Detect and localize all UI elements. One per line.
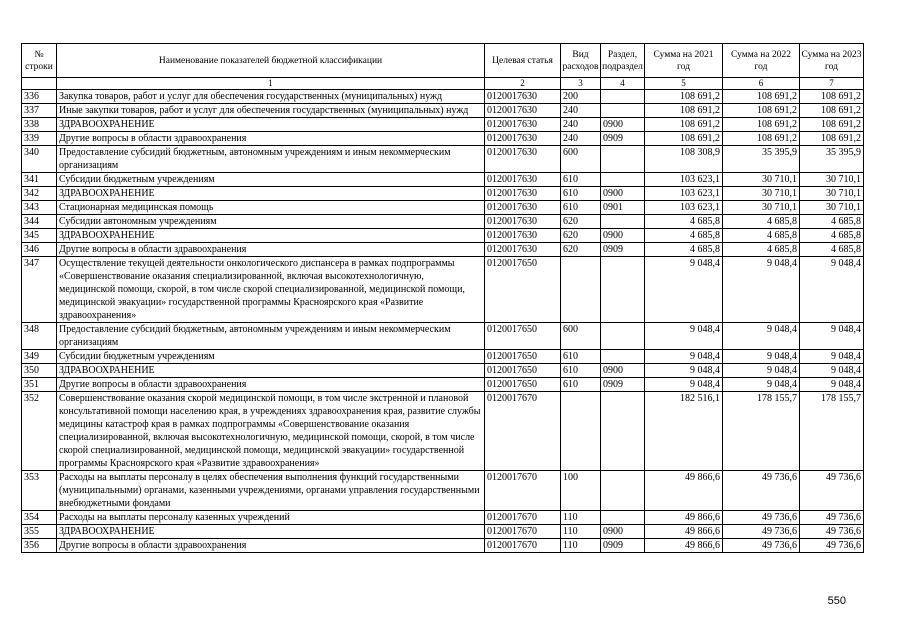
indicator-name: Расходы на выплаты персоналу казенных учреждений bbox=[57, 511, 485, 525]
table-row bbox=[22, 471, 864, 511]
table-row bbox=[22, 132, 864, 146]
sum-2023: 49 736,6 bbox=[800, 511, 864, 525]
sum-2023: 4 685,8 bbox=[800, 229, 864, 243]
sum-2023: 35 395,9 bbox=[800, 146, 864, 173]
sum-2023: 49 736,6 bbox=[800, 539, 864, 553]
page-number: 550 bbox=[827, 595, 846, 607]
section-code bbox=[601, 511, 645, 525]
table-row bbox=[22, 350, 864, 364]
section-code bbox=[601, 471, 645, 511]
sum-2023: 9 048,4 bbox=[800, 378, 864, 392]
target-article: 0120017650 bbox=[485, 350, 561, 364]
column-number: 3 bbox=[561, 78, 601, 90]
target-article: 0120017630 bbox=[485, 104, 561, 118]
sum-2022: 49 736,6 bbox=[723, 511, 800, 525]
indicator-name: Другие вопросы в области здравоохранения bbox=[57, 539, 485, 553]
expense-type: 240 bbox=[561, 104, 601, 118]
sum-2022: 35 395,9 bbox=[723, 146, 800, 173]
row-number: 336 bbox=[22, 90, 57, 104]
table-row bbox=[22, 364, 864, 378]
expense-type: 610 bbox=[561, 364, 601, 378]
sum-2022: 108 691,2 bbox=[723, 104, 800, 118]
sum-2022: 49 736,6 bbox=[723, 539, 800, 553]
sum-2021: 108 308,9 bbox=[645, 146, 723, 173]
sum-2022: 9 048,4 bbox=[723, 323, 800, 350]
sum-2023: 9 048,4 bbox=[800, 323, 864, 350]
target-article: 0120017630 bbox=[485, 201, 561, 215]
sum-2022: 4 685,8 bbox=[723, 215, 800, 229]
column-number: 1 bbox=[57, 78, 485, 90]
indicator-name: ЗДРАВООХРАНЕНИЕ bbox=[57, 229, 485, 243]
table-row bbox=[22, 173, 864, 187]
expense-type: 620 bbox=[561, 229, 601, 243]
sum-2022: 49 736,6 bbox=[723, 471, 800, 511]
row-number: 356 bbox=[22, 539, 57, 553]
sum-2023: 108 691,2 bbox=[800, 104, 864, 118]
indicator-name: Другие вопросы в области здравоохранения bbox=[57, 378, 485, 392]
sum-2023: 108 691,2 bbox=[800, 132, 864, 146]
row-number: 354 bbox=[22, 511, 57, 525]
expense-type: 200 bbox=[561, 90, 601, 104]
sum-2022: 108 691,2 bbox=[723, 118, 800, 132]
indicator-name: Субсидии бюджетным учреждениям bbox=[57, 173, 485, 187]
sum-2021: 49 866,6 bbox=[645, 525, 723, 539]
row-number: 355 bbox=[22, 525, 57, 539]
expense-type: 240 bbox=[561, 132, 601, 146]
section-code bbox=[601, 257, 645, 323]
expense-type: 100 bbox=[561, 471, 601, 511]
section-code: 0900 bbox=[601, 525, 645, 539]
table-row bbox=[22, 392, 864, 471]
table-row bbox=[22, 201, 864, 215]
sum-2023: 108 691,2 bbox=[800, 90, 864, 104]
section-code: 0909 bbox=[601, 243, 645, 257]
sum-2022: 9 048,4 bbox=[723, 257, 800, 323]
sum-2021: 9 048,4 bbox=[645, 350, 723, 364]
section-code bbox=[601, 146, 645, 173]
sum-2022: 30 710,1 bbox=[723, 187, 800, 201]
column-number: 2 bbox=[485, 78, 561, 90]
section-code bbox=[601, 350, 645, 364]
expense-type: 620 bbox=[561, 243, 601, 257]
section-code bbox=[601, 90, 645, 104]
indicator-name: Предоставление субсидий бюджетным, автономным учреждениям и иным некоммерческим организациям bbox=[57, 146, 485, 173]
column-number: 7 bbox=[800, 78, 864, 90]
indicator-name: Предоставление субсидий бюджетным, автономным учреждениям и иным некоммерческим организациям bbox=[57, 323, 485, 350]
table-row bbox=[22, 378, 864, 392]
sum-2021: 9 048,4 bbox=[645, 257, 723, 323]
header-sum-2021: Сумма на 2021 год bbox=[645, 44, 723, 78]
column-number bbox=[22, 78, 57, 90]
section-code bbox=[601, 392, 645, 471]
sum-2022: 9 048,4 bbox=[723, 350, 800, 364]
table-row bbox=[22, 90, 864, 104]
section-code: 0901 bbox=[601, 201, 645, 215]
section-code: 0900 bbox=[601, 364, 645, 378]
expense-type: 600 bbox=[561, 146, 601, 173]
column-number: 6 bbox=[723, 78, 800, 90]
target-article: 0120017630 bbox=[485, 146, 561, 173]
sum-2023: 30 710,1 bbox=[800, 201, 864, 215]
sum-2023: 108 691,2 bbox=[800, 118, 864, 132]
row-number: 350 bbox=[22, 364, 57, 378]
section-code bbox=[601, 104, 645, 118]
sum-2022: 108 691,2 bbox=[723, 90, 800, 104]
row-number: 343 bbox=[22, 201, 57, 215]
target-article: 0120017630 bbox=[485, 215, 561, 229]
sum-2023: 30 710,1 bbox=[800, 187, 864, 201]
target-article: 0120017650 bbox=[485, 323, 561, 350]
sum-2023: 9 048,4 bbox=[800, 257, 864, 323]
sum-2023: 178 155,7 bbox=[800, 392, 864, 471]
sum-2021: 4 685,8 bbox=[645, 215, 723, 229]
indicator-name: ЗДРАВООХРАНЕНИЕ bbox=[57, 525, 485, 539]
row-number: 342 bbox=[22, 187, 57, 201]
section-code: 0909 bbox=[601, 539, 645, 553]
sum-2022: 49 736,6 bbox=[723, 525, 800, 539]
expense-type: 610 bbox=[561, 378, 601, 392]
table-row bbox=[22, 243, 864, 257]
section-code bbox=[601, 173, 645, 187]
row-number: 349 bbox=[22, 350, 57, 364]
sum-2021: 103 623,1 bbox=[645, 187, 723, 201]
table-row bbox=[22, 229, 864, 243]
sum-2022: 4 685,8 bbox=[723, 243, 800, 257]
header-sum-2022: Сумма на 2022 год bbox=[723, 44, 800, 78]
target-article: 0120017630 bbox=[485, 118, 561, 132]
expense-type bbox=[561, 392, 601, 471]
sum-2021: 9 048,4 bbox=[645, 323, 723, 350]
table-header bbox=[22, 44, 864, 90]
budget-table bbox=[21, 43, 864, 553]
section-code: 0900 bbox=[601, 118, 645, 132]
expense-type: 610 bbox=[561, 187, 601, 201]
sum-2022: 30 710,1 bbox=[723, 201, 800, 215]
header-sum-2023: Сумма на 2023 год bbox=[800, 44, 864, 78]
section-code: 0909 bbox=[601, 378, 645, 392]
table-body bbox=[22, 90, 864, 553]
table-row bbox=[22, 104, 864, 118]
sum-2021: 108 691,2 bbox=[645, 90, 723, 104]
sum-2021: 108 691,2 bbox=[645, 118, 723, 132]
sum-2021: 9 048,4 bbox=[645, 364, 723, 378]
target-article: 0120017670 bbox=[485, 525, 561, 539]
row-number: 345 bbox=[22, 229, 57, 243]
sum-2021: 4 685,8 bbox=[645, 229, 723, 243]
column-number: 4 bbox=[601, 78, 645, 90]
sum-2021: 108 691,2 bbox=[645, 132, 723, 146]
row-number: 347 bbox=[22, 257, 57, 323]
table-row bbox=[22, 187, 864, 201]
expense-type: 110 bbox=[561, 511, 601, 525]
sum-2022: 108 691,2 bbox=[723, 132, 800, 146]
header-section: Раздел, подраздел bbox=[601, 44, 645, 78]
sum-2023: 30 710,1 bbox=[800, 173, 864, 187]
row-number: 348 bbox=[22, 323, 57, 350]
row-number: 346 bbox=[22, 243, 57, 257]
section-code: 0900 bbox=[601, 229, 645, 243]
target-article: 0120017670 bbox=[485, 511, 561, 525]
indicator-name: Субсидии автономным учреждениям bbox=[57, 215, 485, 229]
sum-2022: 9 048,4 bbox=[723, 364, 800, 378]
sum-2021: 108 691,2 bbox=[645, 104, 723, 118]
sum-2023: 4 685,8 bbox=[800, 243, 864, 257]
row-number: 341 bbox=[22, 173, 57, 187]
indicator-name: ЗДРАВООХРАНЕНИЕ bbox=[57, 364, 485, 378]
column-number-row bbox=[22, 78, 864, 90]
target-article: 0120017650 bbox=[485, 257, 561, 323]
table-row bbox=[22, 146, 864, 173]
header-indicator-name: Наименование показателей бюджетной классификации bbox=[57, 44, 485, 78]
table-row bbox=[22, 511, 864, 525]
sum-2022: 9 048,4 bbox=[723, 378, 800, 392]
sum-2022: 178 155,7 bbox=[723, 392, 800, 471]
header-target-article: Целевая статья bbox=[485, 44, 561, 78]
row-number: 344 bbox=[22, 215, 57, 229]
expense-type: 110 bbox=[561, 539, 601, 553]
sum-2023: 49 736,6 bbox=[800, 525, 864, 539]
row-number: 352 bbox=[22, 392, 57, 471]
row-number: 351 bbox=[22, 378, 57, 392]
target-article: 0120017630 bbox=[485, 243, 561, 257]
sum-2021: 49 866,6 bbox=[645, 539, 723, 553]
sum-2021: 103 623,1 bbox=[645, 173, 723, 187]
table-row bbox=[22, 525, 864, 539]
target-article: 0120017670 bbox=[485, 392, 561, 471]
row-number: 353 bbox=[22, 471, 57, 511]
target-article: 0120017630 bbox=[485, 132, 561, 146]
indicator-name: Совершенствование оказания скорой медицинской помощи, в том числе экстренной и плановой консультативной помощи населению края, в учреждениях здравоохранения края, развитие службы медицины катастроф края в рамках подпрограммы «Совершенствование оказания специализированной, включая высокотехнологичную, медицинской помощи, скорой, в том числе скорой специализированной, медицинской помощи, медицинской эвакуации» государственной программы Красноярского края «Развитие здравоохранения» bbox=[57, 392, 485, 471]
section-code bbox=[601, 323, 645, 350]
indicator-name: Субсидии бюджетным учреждениям bbox=[57, 350, 485, 364]
section-code: 0909 bbox=[601, 132, 645, 146]
row-number: 337 bbox=[22, 104, 57, 118]
indicator-name: Иные закупки товаров, работ и услуг для обеспечения государственных (муниципальных) нужд bbox=[57, 104, 485, 118]
table-row bbox=[22, 539, 864, 553]
expense-type: 610 bbox=[561, 350, 601, 364]
target-article: 0120017670 bbox=[485, 539, 561, 553]
expense-type: 110 bbox=[561, 525, 601, 539]
expense-type bbox=[561, 257, 601, 323]
sum-2022: 30 710,1 bbox=[723, 173, 800, 187]
section-code bbox=[601, 215, 645, 229]
indicator-name: Другие вопросы в области здравоохранения bbox=[57, 132, 485, 146]
indicator-name: Закупка товаров, работ и услуг для обеспечения государственных (муниципальных) нужд bbox=[57, 90, 485, 104]
sum-2023: 49 736,6 bbox=[800, 471, 864, 511]
row-number: 340 bbox=[22, 146, 57, 173]
indicator-name: Расходы на выплаты персоналу в целях обеспечения выполнения функций государственными (муниципальными) органами, казенными учреждениями, органами управления государственными внебюджетными фондами bbox=[57, 471, 485, 511]
sum-2021: 4 685,8 bbox=[645, 243, 723, 257]
target-article: 0120017670 bbox=[485, 471, 561, 511]
expense-type: 610 bbox=[561, 201, 601, 215]
expense-type: 620 bbox=[561, 215, 601, 229]
target-article: 0120017630 bbox=[485, 90, 561, 104]
header-row-number: № строки bbox=[22, 44, 57, 78]
sum-2022: 4 685,8 bbox=[723, 229, 800, 243]
indicator-name: ЗДРАВООХРАНЕНИЕ bbox=[57, 118, 485, 132]
indicator-name: ЗДРАВООХРАНЕНИЕ bbox=[57, 187, 485, 201]
target-article: 0120017650 bbox=[485, 378, 561, 392]
expense-type: 600 bbox=[561, 323, 601, 350]
indicator-name: Осуществление текущей деятельности онкологического диспансера в рамках подпрограммы «Совершенствование оказания специализированной, включая высокотехнологичную, медицинской помощи, скорой, в том числе скорой специализированной, медицинской помощи, медицинской эвакуации» государственной программы Красноярского края «Развитие здравоохранения» bbox=[57, 257, 485, 323]
sum-2023: 9 048,4 bbox=[800, 350, 864, 364]
header-expense-type: Вид расходов bbox=[561, 44, 601, 78]
sum-2021: 9 048,4 bbox=[645, 378, 723, 392]
expense-type: 240 bbox=[561, 118, 601, 132]
sum-2021: 103 623,1 bbox=[645, 201, 723, 215]
table-row bbox=[22, 215, 864, 229]
sum-2021: 182 516,1 bbox=[645, 392, 723, 471]
indicator-name: Стационарная медицинская помощь bbox=[57, 201, 485, 215]
table-row bbox=[22, 257, 864, 323]
table-row bbox=[22, 323, 864, 350]
target-article: 0120017630 bbox=[485, 229, 561, 243]
row-number: 339 bbox=[22, 132, 57, 146]
table-row bbox=[22, 118, 864, 132]
sum-2023: 4 685,8 bbox=[800, 215, 864, 229]
section-code: 0900 bbox=[601, 187, 645, 201]
sum-2021: 49 866,6 bbox=[645, 471, 723, 511]
target-article: 0120017650 bbox=[485, 364, 561, 378]
column-number: 5 bbox=[645, 78, 723, 90]
expense-type: 610 bbox=[561, 173, 601, 187]
row-number: 338 bbox=[22, 118, 57, 132]
target-article: 0120017630 bbox=[485, 173, 561, 187]
target-article: 0120017630 bbox=[485, 187, 561, 201]
indicator-name: Другие вопросы в области здравоохранения bbox=[57, 243, 485, 257]
sum-2023: 9 048,4 bbox=[800, 364, 864, 378]
sum-2021: 49 866,6 bbox=[645, 511, 723, 525]
